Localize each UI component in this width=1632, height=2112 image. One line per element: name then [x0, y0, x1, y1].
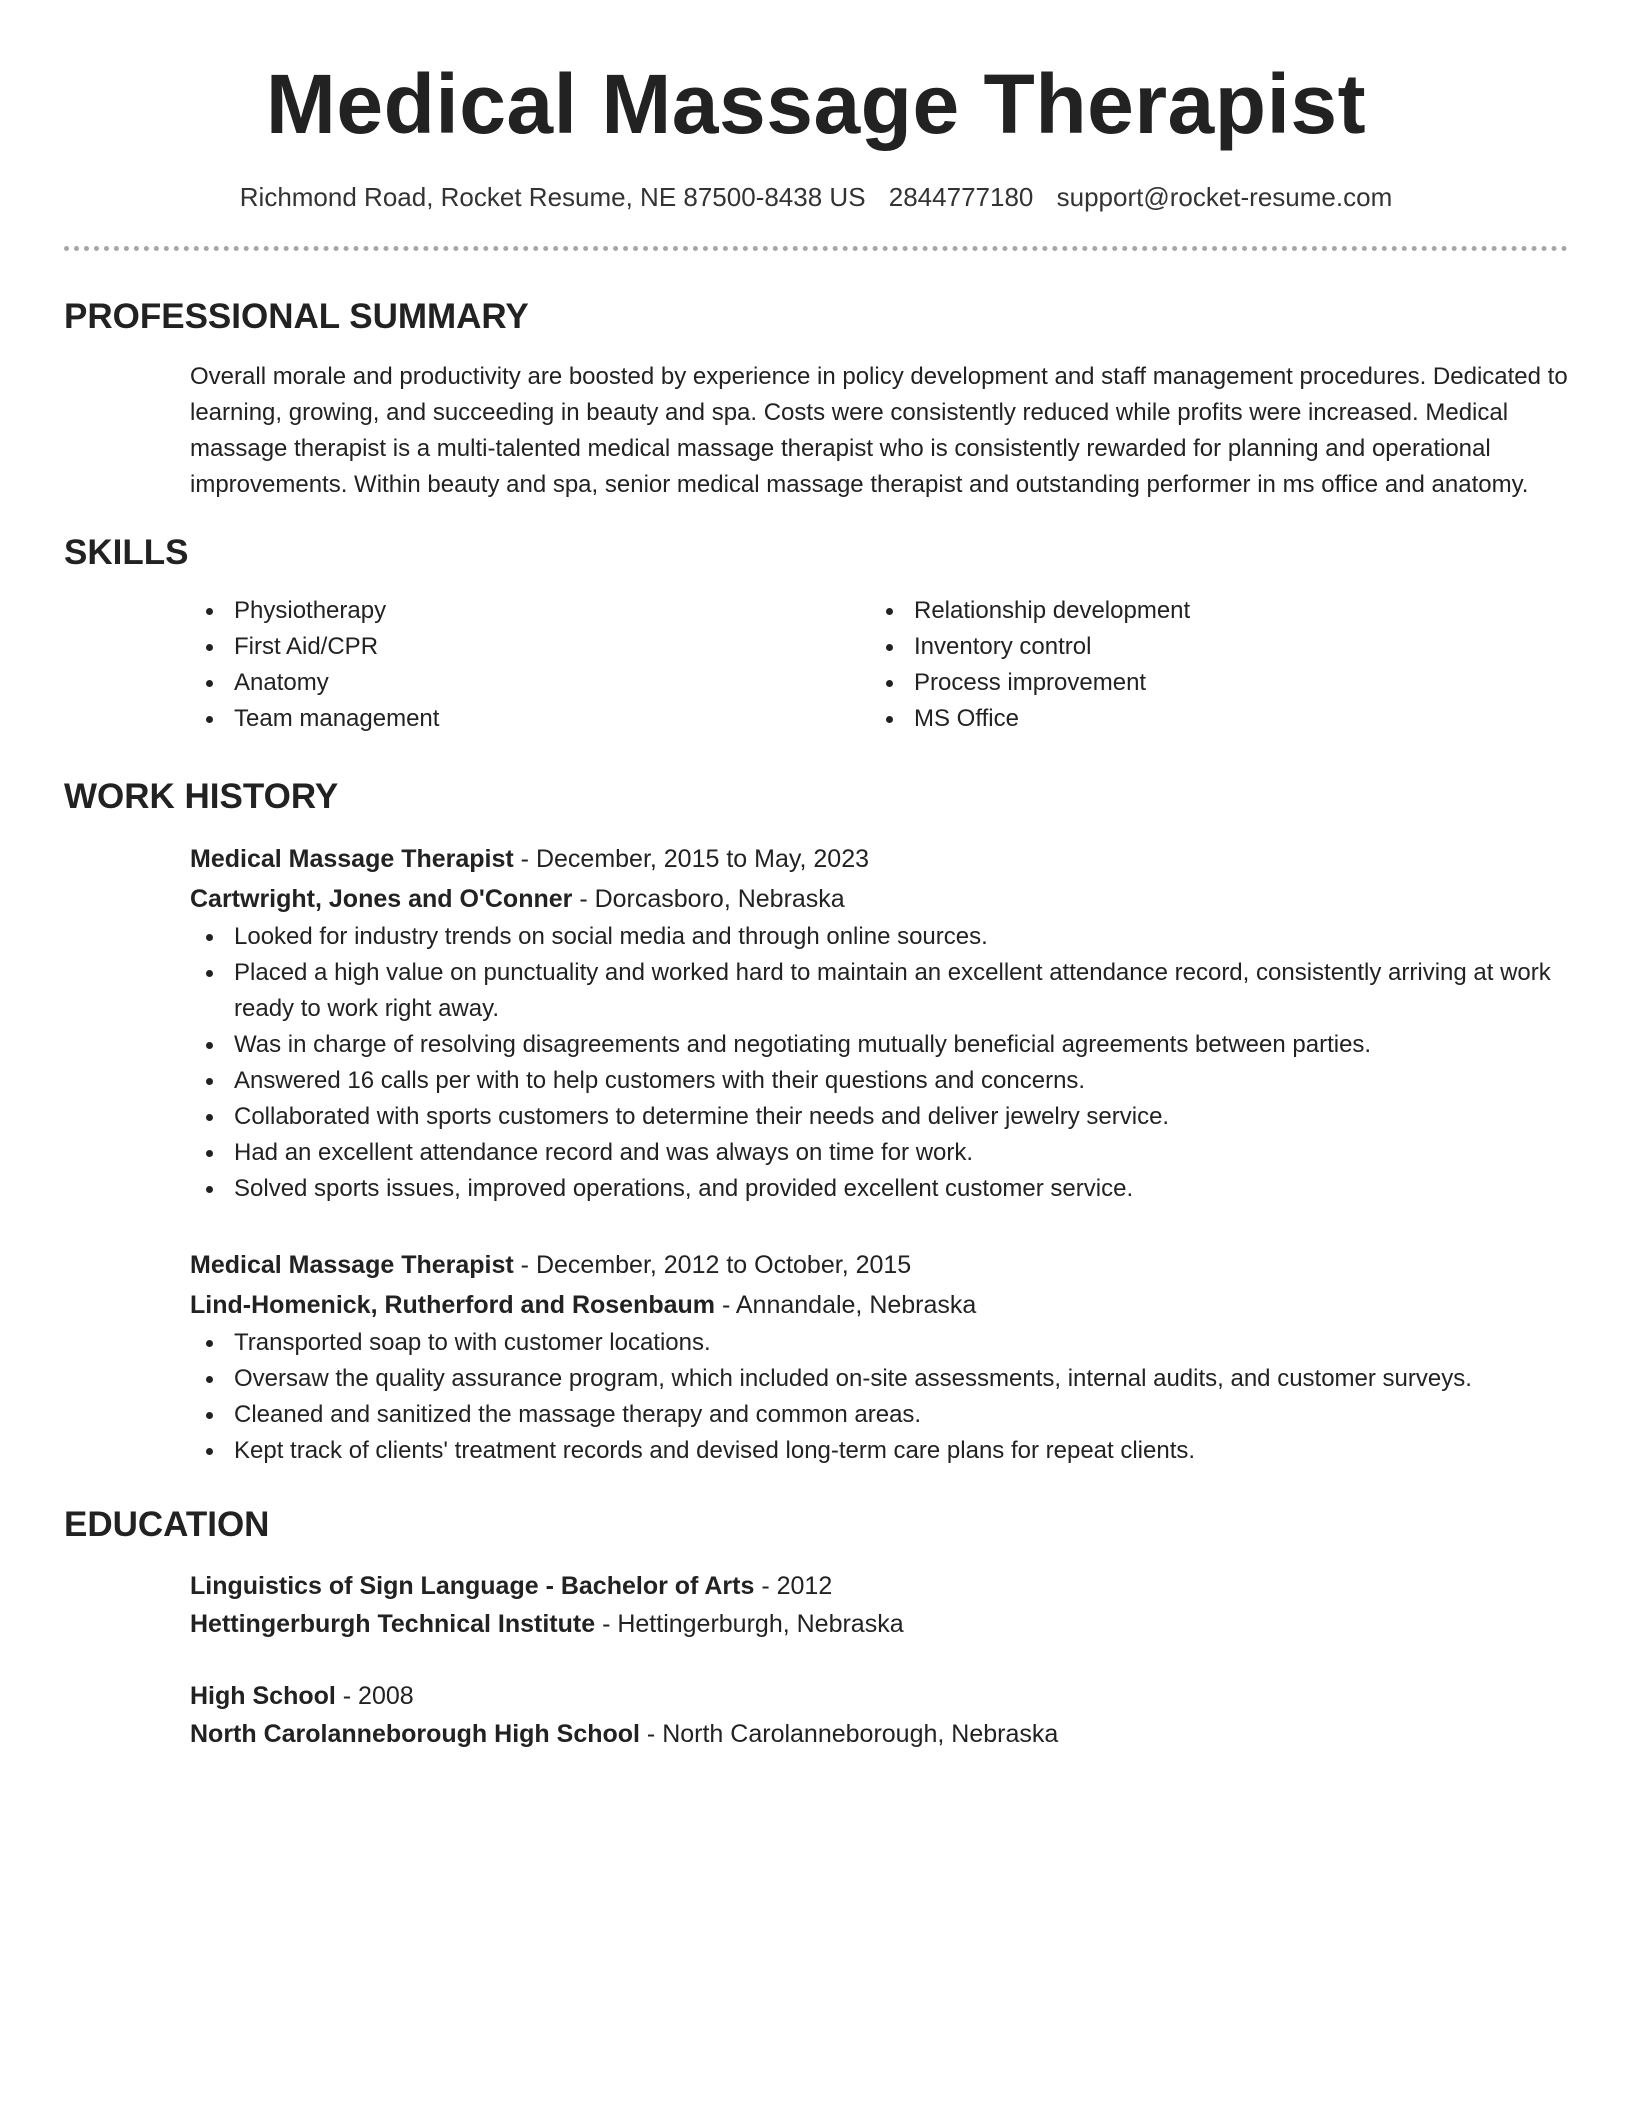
skill-item: Inventory control — [870, 629, 1470, 665]
job-company-line — [190, 879, 1568, 919]
job-entry — [190, 1245, 1568, 1469]
skill-item: Process improvement — [870, 665, 1470, 701]
job-entry — [190, 839, 1568, 1207]
job-company: Cartwright, Jones and O'Conner — [190, 885, 573, 913]
job-duty: Solved sports issues, improved operations, and provided excellent customer service. — [190, 1171, 1568, 1207]
skills-section — [64, 531, 1568, 737]
summary-heading: PROFESSIONAL SUMMARY — [64, 297, 529, 336]
job-duty: Looked for industry trends on social media and through online sources. — [190, 919, 1568, 955]
contact-phone: 2844777180 — [888, 182, 1034, 212]
job-duties-list — [190, 919, 1568, 1207]
education-degree: Linguistics of Sign Language - Bachelor of Arts — [190, 1572, 755, 1600]
contact-email: support@rocket-resume.com — [1056, 182, 1393, 212]
skills-list-left — [190, 593, 870, 737]
skill-item: Physiotherapy — [190, 593, 870, 629]
education-degree-line — [190, 1677, 1568, 1715]
job-duty: Was in charge of resolving disagreements and negotiating mutually beneficial agreements between parties. — [190, 1027, 1568, 1063]
job-title-line — [190, 839, 1568, 879]
skill-item: Team management — [190, 701, 870, 737]
job-duty: Oversaw the quality assurance program, which included on-site assessments, internal audits, and customer surveys. — [190, 1361, 1568, 1397]
job-duty: Cleaned and sanitized the massage therapy and common areas. — [190, 1397, 1568, 1433]
job-company: Lind-Homenick, Rutherford and Rosenbaum — [190, 1291, 716, 1319]
contact-line — [64, 180, 1568, 214]
skill-item: First Aid/CPR — [190, 629, 870, 665]
education-school-line — [190, 1605, 1568, 1643]
education-section — [64, 1503, 1568, 1753]
education-school: North Carolanneborough High School — [190, 1720, 640, 1748]
candidate-name: Medical Massage Therapist — [265, 57, 1367, 151]
education-school-line — [190, 1715, 1568, 1753]
summary-text: Overall morale and productivity are boosted by experience in policy development and staff management procedures. Dedicated to learning, growing, and succeeding in beauty and spa. Costs were consistently reduced while profits were increased. Medical massage therapist is a multi-talented medical massage therapist who is consistently rewarded for planning and operational improvements. Within beauty and spa, senior medical massage therapist and outstanding performer in ms office and anatomy. — [190, 363, 1568, 498]
education-entry — [190, 1567, 1568, 1643]
skill-item: MS Office — [870, 701, 1470, 737]
job-duty: Had an excellent attendance record and was always on time for work. — [190, 1135, 1568, 1171]
education-degree: High School — [190, 1682, 336, 1710]
education-location: - Hettingerburgh, Nebraska — [595, 1610, 904, 1638]
job-company-line — [190, 1285, 1568, 1325]
job-role: Medical Massage Therapist — [190, 1251, 514, 1279]
education-heading: EDUCATION — [64, 1505, 270, 1544]
work-history-section — [64, 775, 1568, 1469]
job-title-line — [190, 1245, 1568, 1285]
education-location: - North Carolanneborough, Nebraska — [639, 1720, 1059, 1748]
education-degree-line — [190, 1567, 1568, 1605]
education-school: Hettingerburgh Technical Institute — [190, 1610, 596, 1638]
job-duty: Placed a high value on punctuality and worked hard to maintain an excellent attendance record, consistently arriving at work ready to work right away. — [190, 955, 1568, 1027]
education-year: - 2012 — [754, 1572, 833, 1600]
summary-section — [64, 295, 1568, 503]
skills-list-right — [870, 593, 1470, 737]
skill-item: Relationship development — [870, 593, 1470, 629]
job-duty: Kept track of clients' treatment records and devised long-term care plans for repeat clients. — [190, 1433, 1568, 1469]
job-role: Medical Massage Therapist — [190, 845, 514, 873]
work-history-heading: WORK HISTORY — [64, 777, 339, 816]
job-dates: - December, 2015 to May, 2023 — [513, 845, 870, 873]
job-dates: - December, 2012 to October, 2015 — [513, 1251, 912, 1279]
job-location: - Annandale, Nebraska — [715, 1291, 977, 1319]
skill-item: Anatomy — [190, 665, 870, 701]
job-duties-list — [190, 1325, 1568, 1469]
header-divider — [64, 246, 1568, 251]
contact-address: Richmond Road, Rocket Resume, NE 87500-8438 US — [239, 182, 866, 212]
skills-grid — [190, 593, 1568, 737]
job-duty: Collaborated with sports customers to determine their needs and deliver jewelry service. — [190, 1099, 1568, 1135]
skills-heading: SKILLS — [64, 533, 189, 572]
job-duty: Answered 16 calls per with to help customers with their questions and concerns. — [190, 1063, 1568, 1099]
education-year: - 2008 — [335, 1682, 414, 1710]
job-duty: Transported soap to with customer locations. — [190, 1325, 1568, 1361]
job-location: - Dorcasboro, Nebraska — [572, 885, 845, 913]
education-entry — [190, 1677, 1568, 1753]
